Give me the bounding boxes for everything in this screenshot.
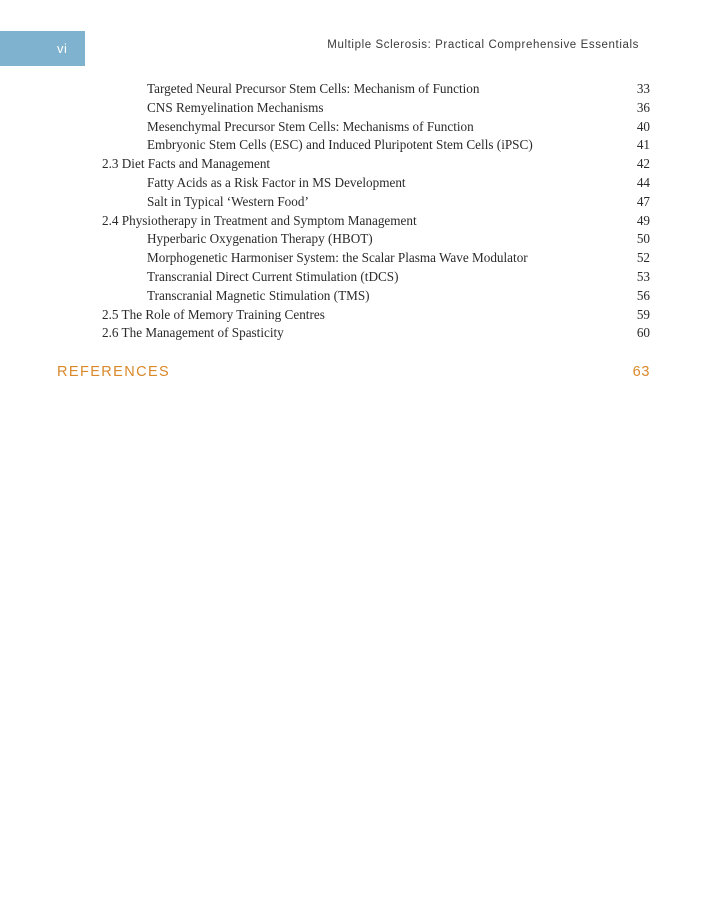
toc-entry-page: 50 [636, 231, 650, 247]
toc-references-entry[interactable] [57, 361, 650, 383]
references-page: 63 [632, 364, 650, 380]
running-header-title: Multiple Sclerosis: Practical Comprehensive Essentials [327, 39, 639, 51]
toc-entry[interactable] [0, 99, 720, 118]
toc-entry-title: CNS Remyelination Mechanisms [147, 99, 324, 115]
toc-entry-page: 47 [636, 193, 650, 209]
toc-entry-title: Fatty Acids as a Risk Factor in MS Development [147, 174, 406, 190]
toc-entry-page: 42 [636, 156, 650, 172]
toc-entry[interactable] [0, 287, 720, 306]
toc-section-entry[interactable] [0, 155, 720, 174]
toc-entry-title: Transcranial Direct Current Stimulation (tDCS) [147, 268, 399, 284]
toc-entry-page: 33 [636, 81, 650, 96]
page-number-tab [0, 31, 85, 66]
toc-entry-title: 2.3 Diet Facts and Management [102, 156, 271, 172]
toc-entry[interactable] [0, 118, 720, 137]
toc-entry-page: 60 [636, 325, 650, 341]
toc-entry[interactable] [0, 249, 720, 268]
references-heading: REFERENCES [57, 364, 171, 380]
toc-entry-page: 44 [636, 174, 650, 190]
toc-entry-title: 2.5 The Role of Memory Training Centres [102, 306, 325, 322]
toc-entry[interactable] [0, 268, 720, 287]
toc-entry-page: 53 [636, 268, 650, 284]
toc-entry-page: 59 [636, 306, 650, 322]
toc-entry-page: 36 [636, 99, 650, 115]
toc-entry[interactable] [0, 193, 720, 212]
table-of-contents [0, 80, 720, 343]
toc-entry-title: 2.6 The Management of Spasticity [102, 325, 284, 341]
toc-entry-title: 2.4 Physiotherapy in Treatment and Symptom Management [102, 212, 417, 228]
toc-section-entry[interactable] [0, 324, 720, 343]
toc-entry[interactable] [0, 80, 720, 99]
toc-entry-title: Morphogenetic Harmoniser System: the Scalar Plasma Wave Modulator [147, 250, 528, 266]
toc-entry[interactable] [0, 230, 720, 249]
toc-entry[interactable] [0, 136, 720, 155]
toc-section-entry[interactable] [0, 306, 720, 325]
toc-entry-page: 41 [636, 137, 650, 153]
toc-entry[interactable] [0, 174, 720, 193]
toc-entry-title: Salt in Typical ‘Western Food’ [147, 193, 309, 209]
toc-entry-page: 40 [636, 118, 650, 134]
toc-section-entry[interactable] [0, 212, 720, 231]
toc-entry-title: Mesenchymal Precursor Stem Cells: Mechanisms of Function [147, 118, 474, 134]
toc-entry-title: Embryonic Stem Cells (ESC) and Induced Pluripotent Stem Cells (iPSC) [147, 137, 533, 153]
toc-entry-title: Transcranial Magnetic Stimulation (TMS) [147, 287, 370, 303]
toc-entry-page: 52 [636, 250, 650, 266]
toc-entry-title: Targeted Neural Precursor Stem Cells: Mechanism of Function [147, 81, 480, 96]
toc-entry-title: Hyperbaric Oxygenation Therapy (HBOT) [147, 231, 373, 247]
page-number: vi [57, 41, 68, 56]
toc-entry-page: 56 [636, 287, 650, 303]
toc-entry-page: 49 [636, 212, 650, 228]
